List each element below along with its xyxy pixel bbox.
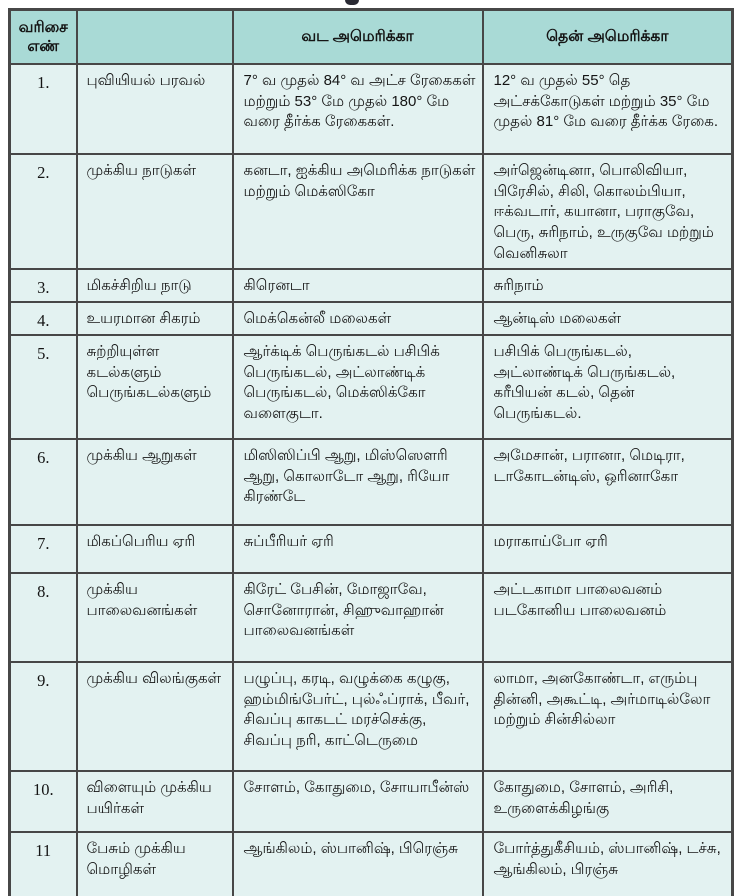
row-serial: 5.	[10, 335, 77, 439]
row-north-america-cell: கனடா, ஐக்கிய அமெரிக்க நாடுகள் மற்றும் மெக்ஸிகோ	[233, 154, 483, 269]
header-category-empty	[77, 10, 233, 65]
table-row	[10, 573, 733, 662]
row-north-america-cell: கிரேட் பேசின், மோஜாவே, சொனோரான், சிஹுவாஹான் பாலைவனங்கள்	[233, 573, 483, 662]
america-comparison-table	[8, 8, 734, 896]
row-serial: 8.	[10, 573, 77, 662]
row-category: முக்கிய பாலைவனங்கள்	[77, 573, 233, 662]
row-south-america-cell: கோதுமை, சோளம், அரிசி, உருளைக்கிழங்கு	[483, 771, 733, 832]
row-serial: 2.	[10, 154, 77, 269]
row-south-america-cell: அட்டகாமா பாலைவனம் படகோனிய பாலைவனம்	[483, 573, 733, 662]
table-body	[10, 64, 733, 896]
row-category: விளையும் முக்கிய பயிர்கள்	[77, 771, 233, 832]
row-serial: 7.	[10, 525, 77, 573]
row-category: சுற்றியுள்ள கடல்களும் பெருங்கடல்களும்	[77, 335, 233, 439]
row-serial: 11	[10, 832, 77, 896]
row-category: பேசும் முக்கிய மொழிகள்	[77, 832, 233, 896]
row-south-america-cell: போர்த்துகீசியம், ஸ்பானிஷ், டச்சு, ஆங்கிலம், பிரஞ்சு	[483, 832, 733, 896]
header-south-america: தென் அமெரிக்கா	[483, 10, 733, 65]
header-row	[10, 10, 733, 65]
row-category: உயரமான சிகரம்	[77, 302, 233, 335]
row-category: மிகச்சிறிய நாடு	[77, 269, 233, 302]
row-south-america-cell: ஆன்டிஸ் மலைகள்	[483, 302, 733, 335]
row-south-america-cell: பசிபிக் பெருங்கடல், அட்லாண்டிக் பெருங்கடல், கரீபியன் கடல், தென் பெருங்கடல்.	[483, 335, 733, 439]
cropped-title-artifact	[345, 0, 359, 5]
table-row	[10, 771, 733, 832]
row-north-america-cell: 7° வ முதல் 84° வ அட்ச ரேகைகள் மற்றும் 53° மே முதல் 180° மே வரை தீர்க்க ரேகைகள்.	[233, 64, 483, 154]
row-north-america-cell: கிரெனடா	[233, 269, 483, 302]
row-category: முக்கிய ஆறுகள்	[77, 439, 233, 525]
table-row	[10, 335, 733, 439]
row-north-america-cell: மிஸிஸிப்பி ஆறு, மிஸ்ஸௌரி ஆறு, கொலாடோ ஆறு, ரியோ கிரண்டே	[233, 439, 483, 525]
table-row	[10, 525, 733, 573]
header-north-america: வட அமெரிக்கா	[233, 10, 483, 65]
table-row	[10, 269, 733, 302]
row-category: முக்கிய நாடுகள்	[77, 154, 233, 269]
table-row	[10, 154, 733, 269]
header-serial-number: வரிசை எண்	[10, 10, 77, 65]
row-south-america-cell: அமேசான், பரானா, மெடிரா, டாகோடன்டிஸ், ஒரினாகோ	[483, 439, 733, 525]
row-north-america-cell: ஆர்க்டிக் பெருங்கடல் பசிபிக் பெருங்கடல், அட்லாண்டிக் பெருங்கடல், மெக்ஸிக்கோ வளைகுடா.	[233, 335, 483, 439]
row-category: மிகப்பெரிய ஏரி	[77, 525, 233, 573]
row-serial: 3.	[10, 269, 77, 302]
row-serial: 10.	[10, 771, 77, 832]
row-south-america-cell: 12° வ முதல் 55° தெ அட்சக்கோடுகள் மற்றும் 35° மே முதல் 81° மே வரை தீர்க்க ரேகை.	[483, 64, 733, 154]
row-south-america-cell: சுரிநாம்	[483, 269, 733, 302]
table-row	[10, 302, 733, 335]
row-south-america-cell: லாமா, அனகோண்டா, எரும்பு தின்னி, அகூட்டி, அர்மாடில்லோ மற்றும் சின்சில்லா	[483, 662, 733, 771]
row-serial: 9.	[10, 662, 77, 771]
table-header	[10, 10, 733, 65]
row-north-america-cell: ஆங்கிலம், ஸ்பானிஷ், பிரெஞ்சு	[233, 832, 483, 896]
row-north-america-cell: மெக்கென்லீ மலைகள்	[233, 302, 483, 335]
table-row	[10, 64, 733, 154]
table-row	[10, 662, 733, 771]
row-south-america-cell: அர்ஜென்டினா, பொலிவியா, பிரேசில், சிலி, கொலம்பியா, ஈக்வடார், கயானா, பராகுவே, பெரு, சுரிநாம், உருகுவே மற்றும் வெனிசுலா	[483, 154, 733, 269]
row-category: முக்கிய விலங்குகள்	[77, 662, 233, 771]
row-serial: 6.	[10, 439, 77, 525]
table-row	[10, 439, 733, 525]
row-serial: 4.	[10, 302, 77, 335]
row-serial: 1.	[10, 64, 77, 154]
row-north-america-cell: பழுப்பு, கரடி, வழுக்கை கழுகு, ஹம்மிங்பேர்ட், புல்ஃப்ராக், பீவர், சிவப்பு காகடட் மரச்செக்கு, சிவப்பு நரி, காட்டெருமை	[233, 662, 483, 771]
row-category: புவியியல் பரவல்	[77, 64, 233, 154]
row-south-america-cell: மராகாய்போ ஏரி	[483, 525, 733, 573]
row-north-america-cell: சுப்பீரியர் ஏரி	[233, 525, 483, 573]
row-north-america-cell: சோளம், கோதுமை, சோயாபீன்ஸ்	[233, 771, 483, 832]
table-row	[10, 832, 733, 896]
